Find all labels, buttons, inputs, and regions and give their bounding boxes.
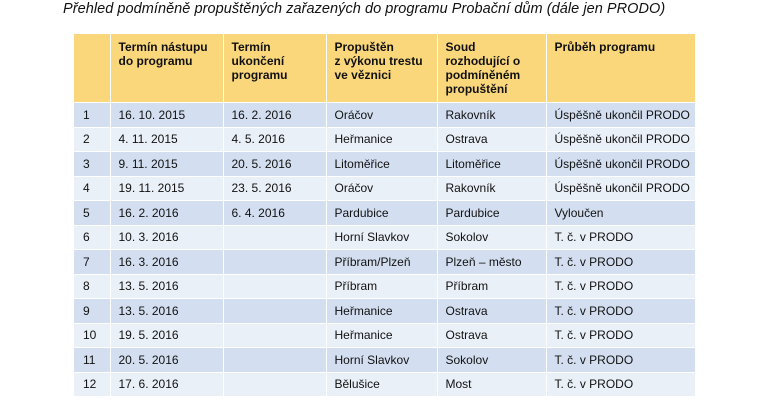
cell-progress: T. č. v PRODO [546,299,695,324]
cell-start-date: 4. 11. 2015 [110,127,223,152]
cell-prison: Oráčov [326,103,437,128]
cell-progress: Úspěšně ukončil PRODO [546,176,695,201]
cell-court: Ostrava [437,299,546,324]
table-row [74,152,695,177]
cell-index: 8 [74,274,110,299]
cell-prison: Heřmanice [326,127,437,152]
header-cell-index [74,34,110,103]
cell-progress: Úspěšně ukončil PRODO [546,152,695,177]
table-row [74,201,695,226]
header-cell-end-date: Termín ukončení programu [223,34,326,103]
cell-court: Sokolov [437,348,546,373]
table-row [74,323,695,348]
cell-prison: Příbram/Plzeň [326,250,437,275]
cell-start-date: 16. 3. 2016 [110,250,223,275]
cell-start-date: 16. 2. 2016 [110,201,223,226]
cell-court: Ostrava [437,127,546,152]
cell-prison: Litoměřice [326,152,437,177]
cell-index: 10 [74,323,110,348]
cell-court: Sokolov [437,225,546,250]
cell-index: 4 [74,176,110,201]
header-cell-start-date: Termín nástupu do programu [110,34,223,103]
cell-progress: Úspěšně ukončil PRODO [546,127,695,152]
cell-progress: Úspěšně ukončil PRODO [546,103,695,128]
cell-prison: Horní Slavkov [326,348,437,373]
cell-start-date: 13. 5. 2016 [110,299,223,324]
cell-court: Pardubice [437,201,546,226]
cell-start-date: 9. 11. 2015 [110,152,223,177]
cell-start-date: 17. 6. 2016 [110,372,223,397]
cell-start-date: 20. 5. 2016 [110,348,223,373]
cell-progress: T. č. v PRODO [546,372,695,397]
cell-start-date: 16. 10. 2015 [110,103,223,128]
table-row [74,225,695,250]
cell-end-date: 23. 5. 2016 [223,176,326,201]
cell-court: Rakovník [437,176,546,201]
cell-end-date [223,372,326,397]
cell-court: Příbram [437,274,546,299]
table-row [74,372,695,397]
cell-court: Litoměřice [437,152,546,177]
cell-progress: Vyloučen [546,201,695,226]
cell-prison: Heřmanice [326,323,437,348]
cell-progress: T. č. v PRODO [546,274,695,299]
cell-start-date: 10. 3. 2016 [110,225,223,250]
cell-end-date: 16. 2. 2016 [223,103,326,128]
cell-prison: Příbram [326,274,437,299]
header-row [74,34,695,103]
cell-end-date [223,323,326,348]
cell-index: 5 [74,201,110,226]
cell-index: 3 [74,152,110,177]
cell-court: Most [437,372,546,397]
cell-end-date [223,299,326,324]
cell-end-date: 6. 4. 2016 [223,201,326,226]
cell-prison: Heřmanice [326,299,437,324]
cell-index: 11 [74,348,110,373]
cell-progress: T. č. v PRODO [546,225,695,250]
cell-prison: Oráčov [326,176,437,201]
cell-prison: Bělušice [326,372,437,397]
header-cell-court: Soud rozhodující o podmíněném propuštění [437,34,546,103]
table-row [74,176,695,201]
cell-progress: T. č. v PRODO [546,348,695,373]
cell-end-date: 20. 5. 2016 [223,152,326,177]
cell-end-date [223,274,326,299]
cell-index: 9 [74,299,110,324]
table-row [74,103,695,128]
table-body [74,103,695,397]
cell-court: Rakovník [437,103,546,128]
cell-start-date: 13. 5. 2016 [110,274,223,299]
cell-index: 2 [74,127,110,152]
cell-progress: T. č. v PRODO [546,323,695,348]
table-row [74,274,695,299]
cell-index: 7 [74,250,110,275]
cell-index: 6 [74,225,110,250]
cell-court: Ostrava [437,323,546,348]
table-row [74,127,695,152]
cell-prison: Horní Slavkov [326,225,437,250]
cell-start-date: 19. 11. 2015 [110,176,223,201]
table-caption: Přehled podmíněně propuštěných zařazených do programu Probační dům (dále jen PRODO) [63,1,666,17]
cell-end-date: 4. 5. 2016 [223,127,326,152]
cell-prison: Pardubice [326,201,437,226]
prodo-table [74,34,696,397]
cell-court: Plzeň – město [437,250,546,275]
header-cell-prison: Propuštěn z výkonu trestu ve věznici [326,34,437,103]
header-cell-progress: Průběh programu [546,34,695,103]
cell-start-date: 19. 5. 2016 [110,323,223,348]
table-row [74,348,695,373]
table-row [74,299,695,324]
cell-end-date [223,250,326,275]
cell-index: 12 [74,372,110,397]
cell-index: 1 [74,103,110,128]
cell-end-date [223,225,326,250]
cell-end-date [223,348,326,373]
table-row [74,250,695,275]
cell-progress: T. č. v PRODO [546,250,695,275]
